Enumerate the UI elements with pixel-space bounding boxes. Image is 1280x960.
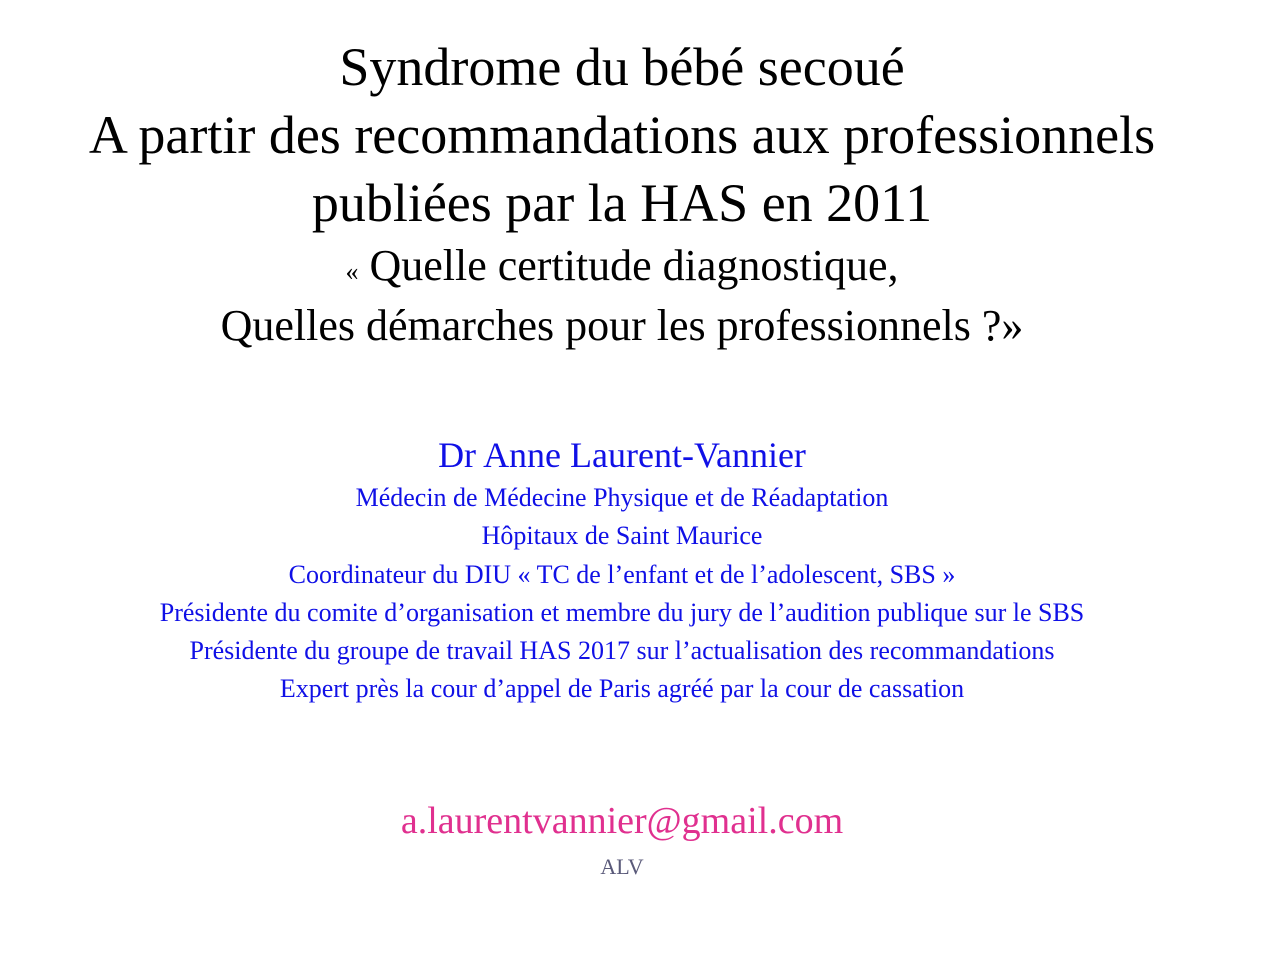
author-name: Dr Anne Laurent-Vannier bbox=[438, 435, 806, 475]
affiliation-line: Expert près la cour d’appel de Paris agréé par la cour de cassation bbox=[279, 674, 965, 703]
subtitle-line-1-text: Quelle certitude diagnostique, bbox=[358, 241, 899, 290]
affiliation-line: Présidente du groupe de travail HAS 2017 sur l’actualisation des recommandations bbox=[189, 636, 1055, 665]
affiliation-line: Coordinateur du DIU « TC de l’enfant et de l’adolescent, SBS » bbox=[288, 560, 956, 589]
email-address[interactable]: a.laurentvannier@gmail.com bbox=[400, 800, 844, 842]
affiliation-line: Hôpitaux de Saint Maurice bbox=[481, 521, 763, 550]
subtitle-open-quote: « bbox=[345, 257, 359, 286]
affiliation-line: Médecin de Médecine Physique et de Réadaptation bbox=[355, 483, 889, 512]
title-line-2: A partir des recommandations aux professionnels bbox=[88, 105, 1156, 165]
title-line-1: Syndrome du bébé secoué bbox=[339, 37, 905, 97]
subtitle-line-1 bbox=[0, 241, 1244, 290]
title-line-3: publiées par la HAS en 2011 bbox=[311, 173, 933, 233]
affiliation-line: Présidente du comite d’organisation et membre du jury de l’audition publique sur le SBS bbox=[159, 598, 1085, 627]
author-initials: ALV bbox=[600, 854, 644, 879]
subtitle-line-2: Quelles démarches pour les professionnels ?» bbox=[220, 301, 1024, 350]
